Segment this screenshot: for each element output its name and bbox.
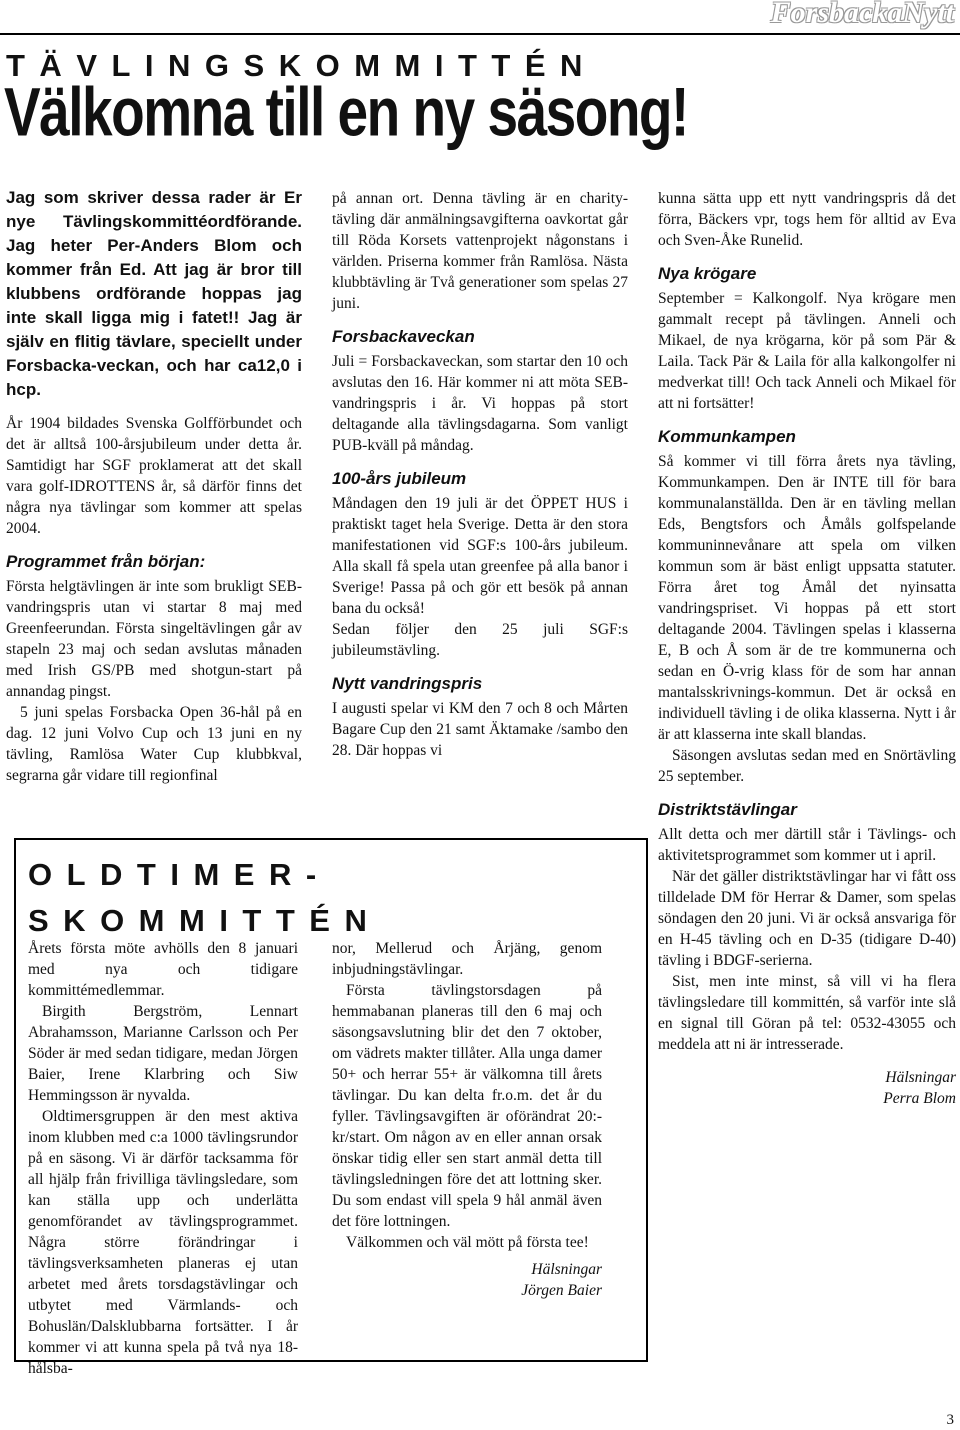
paragraph: kunna sätta upp ett nytt vandringspris då det förra, Bäckers vpr, togs hem för alltid av Eva och Sven-Åke Runelid. xyxy=(658,190,956,249)
article-column-2 xyxy=(332,188,628,761)
paragraph: Första helgtävlingen är inte som brukligt SEB-vandringspris utan vi startar 8 maj med Greenfeerundan. Första singeltävlingen går av stapeln 23 maj och sedan avslutas månaden med Irish GS/PB med shotgun-start på annandag pingst. xyxy=(6,578,302,700)
paragraph: Allt detta och mer därtill står i Tävlings- och aktivitetsprogrammet som kommer ut i april. xyxy=(658,826,956,864)
paragraph: Välkommen och väl mött på första tee! xyxy=(346,1234,589,1251)
intro-paragraph: Jag som skriver dessa rader är Er nye Tävlingskommittéordförande. Jag heter Per-Anders Blom och kommer från Ed. Att jag är bror till klubbens ordförande hoppas jag inte skall ligga mig i fatet!! Jag är själv en flitig tävlare, speciellt under Forsbacka-veckan, och har ca12,0 i hcp. xyxy=(6,188,302,399)
paragraph: Första tävlingstorsdagen på hemmabanan planeras till den 6 maj och säsongsavslutning blir det den 7 oktober, om vädrets makter tillåter. Alla unga damer 50+ och herrar 55+ är välkomna till årets tävlingar. Du kan delta fr.o.m. det år du fyller. Tävlingsavgiften är oförändrat 20:-kr/start. Om någon av en eller annan orsak önskar tidig eller sen start anmäl detta till tävlingsledningen före det att lottning sker. Du som endast vill spela 9 hål anmäl även det före lottningen. xyxy=(332,982,602,1230)
paragraph: September = Kalkongolf. Nya krögare men gammalt recept på tävlingen. Anneli och Mikael, de nya krögarna, kör på som Pär & Laila. Tack Pär & Laila för alla kalkongolfer ni medverkat till! Och tack Anneli och Mikael för att ni fortsätter! xyxy=(658,290,956,412)
article-column-3 xyxy=(658,188,956,1109)
signature-greeting: Hälsningar xyxy=(885,1069,956,1086)
oldtimer-heading-line1: OLDTIMER- xyxy=(28,857,331,892)
subheading-kommunkampen: Kommunkampen xyxy=(658,427,796,446)
paragraph: Säsongen avslutas sedan med en Snörtävling 25 september. xyxy=(658,747,956,785)
paragraph: på annan ort. Denna tävling är en charity-tävling där anmälningsavgifterna oavkortat går till Röda Korsets vattenprojekt någonstans i världen. Priserna kommer från Ramlösa. Nästa klubbtävling är Två generationer som spelas 27 juni. xyxy=(332,190,628,312)
page-number: 3 xyxy=(946,1412,954,1428)
paragraph: I augusti spelar vi KM den 7 och 8 och Mårten Bagare Cup den 21 samt Äktamake /sambo den 28. Där hoppas vi xyxy=(332,700,628,759)
subheading-jubileum: 100-års jubileum xyxy=(332,469,467,488)
paragraph: Årets första möte avhölls den 8 januari med nya och tidigare kommittémedlemmar. xyxy=(28,940,298,999)
paragraph: När det gäller distriktstävlingar har vi fått oss tilldelade DM för Herrar & Damer, som spelas söndagen den 20 juni. Vi är också ansvariga för en H-45 tävling och en D-35 (tidigare D-40) tävling i BDGF-serierna. xyxy=(658,868,956,969)
paragraph: 5 juni spelas Forsbacka Open 36-hål på en dag. 12 juni Volvo Cup och 13 juni en ny tävling, Ramlösa Water Cup klubbkval, segrarna går vidare till regionfinal xyxy=(6,704,302,784)
paragraph: Så kommer vi till förra årets nya tävling, Kommunkampen. Den är INTE till för bara kommunalanställda. Den är en tävling mellan Eds, Bengtsfors och Åmåls golfspelande kommuninnevånare att spela om vilken kommun som är bäst enligt uppsatta statuter. Förra året tog Åmål det nyinsatta vandringspriset. Vi hoppas på ett stort deltagande 2004. Tävlingen spelas i klasserna E, B och Å som är de tre kommunerna och sedan en Ö-vrig klass för de som har annan mantalsskrivnings-kommun. Det är också en individuell tävling i de olika klasserna. Nytt i år är att klasserna inte skall blandas. xyxy=(658,453,956,743)
subheading-nya-krogare: Nya krögare xyxy=(658,264,757,283)
article-column-1 xyxy=(6,186,302,786)
oldtimer-heading xyxy=(28,852,381,944)
paragraph: År 1904 bildades Svenska Golfförbundet och det är alltså 100-årsjubileum under detta år. Samtidigt har SGF proklamerat att det skall vara golf-IDROTTENS år, så därför finns det några nya tävlingar som kommer att spelas 2004. xyxy=(6,415,302,537)
oldtimer-heading-line2: SKOMMITTÉN xyxy=(28,903,382,938)
signature-name: Perra Blom xyxy=(883,1090,956,1107)
subheading-program: Programmet från början: xyxy=(6,552,206,571)
paragraph: Juli = Forsbackaveckan, som startar den 10 och avslutas den 16. Här kommer ni att möta SEB-vandringspris i år. Vi hoppas på stort deltagande alla tävlingsdagarna. Som vanligt PUB-kväll på måndag. xyxy=(332,353,628,454)
page-headline: Välkomna till en ny säsong! xyxy=(4,73,688,151)
signature-greeting: Hälsningar xyxy=(531,1261,602,1278)
subheading-distriktstavlingar: Distriktstävlingar xyxy=(658,800,797,819)
paragraph: Sist, men inte minst, så vill vi ha flera tävlingsledare till kommittén, så varför inte slå en signal till Göran på tel: 0532-43055 och meddela att ni är intresserade. xyxy=(658,973,956,1053)
paragraph: Oldtimersgruppen är den mest aktiva inom klubben med c:a 1000 tävlingsrundor på en säsong. Vi är därför tacksamma för all hjälp från frivilliga tävlingsledare, som kan ställa upp och underlätta genomförandet av tävlingsprogrammet. Några större förändringar i tävlingsverksamheten planeras ej utan arbetet med årets torsdagstävlingar och utbytet med Värmlands- och Bohuslän/Dalsklubbarna fortsätter. I år kommer vi att kunna spela på två nya 18-hålsba- xyxy=(28,1108,298,1377)
masthead-logo: ForsbackaNytt xyxy=(770,0,954,29)
paragraph: Sedan följer den 25 juli SGF:s jubileumstävling. xyxy=(332,621,628,659)
masthead-divider xyxy=(0,33,960,35)
signature-name: Jörgen Baier xyxy=(521,1282,602,1299)
paragraph: Måndagen den 19 juli är det ÖPPET HUS i praktiskt taget hela Sverige. Detta är den stora manifestationen vid SGF:s 100-års jubileum. Alla skall få spela utan greenfee på alla banor i Sverige! Passa på och gör ett besök på annan bana du också! xyxy=(332,495,628,617)
paragraph: nor, Mellerud och Årjäng, genom inbjudningstävlingar. xyxy=(332,940,602,978)
subheading-forsbackaveckan: Forsbackaveckan xyxy=(332,327,475,346)
paragraph: Birgith Bergström, Lennart Abrahamsson, Marianne Carlsson och Per Söder är med sedan tidigare, medan Jörgen Baier, Irene Klarbring och Siw Hemmingsson är nyvalda. xyxy=(28,1003,298,1104)
oldtimer-column-2 xyxy=(332,938,602,1301)
subheading-vandringspris: Nytt vandringspris xyxy=(332,674,483,693)
section-label: TÄVLINGSKOMMITTÉN xyxy=(6,48,597,83)
oldtimer-column-1 xyxy=(28,938,298,1379)
